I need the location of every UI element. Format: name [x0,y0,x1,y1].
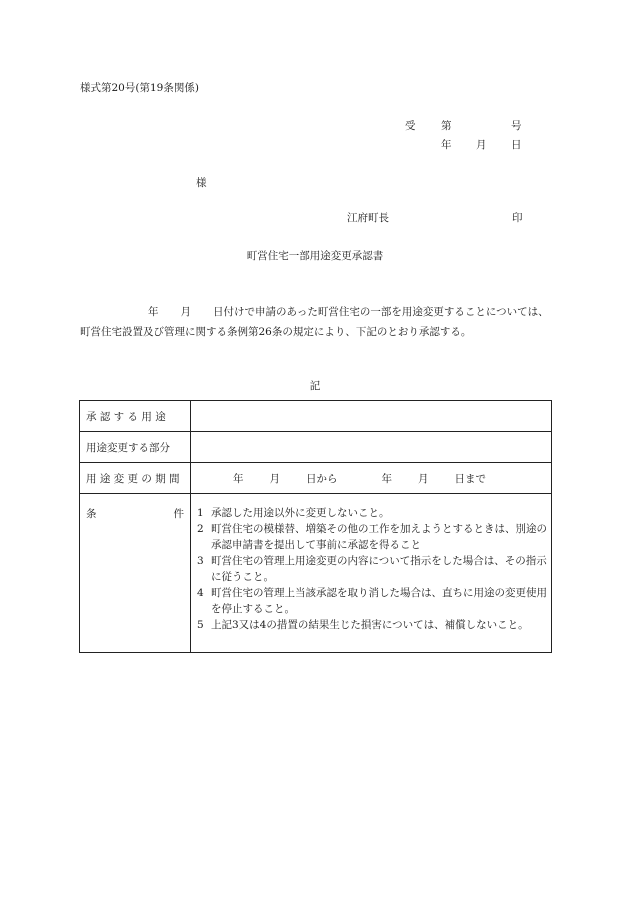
condition-text: 上記3又は4の措置の結果生じた損害については、補償しないこと。 [211,619,529,631]
list-item [197,505,547,521]
body-text: 日付けで申請のあった町営住宅の一部を用途変更することについては、町営住宅設置及び管理に関する条例第26条の規定により、下記のとおり承認する。 [80,306,549,338]
table-row [80,432,552,463]
period-label-cell [80,463,191,494]
period-to-day: 日まで [454,472,486,485]
condition-text: 町営住宅の管理上当該承認を取り消した場合は、直ちに用途の変更使用を停止すること。 [211,587,547,615]
conditions-label-cell [80,494,191,653]
conditions-label-left: 条 [86,508,97,520]
condition-text: 承認した用途以外に変更しないこと。 [211,507,390,519]
table-row [80,463,552,494]
date-day: 日 [511,139,522,151]
approval-table [79,400,552,653]
body-year: 年 [148,306,159,318]
receipt-dai: 第 [441,120,452,132]
addressee: 様 [196,177,207,189]
conditions-list [191,494,552,653]
list-item [197,521,547,553]
condition-number: 5 [197,619,204,631]
period-from-month: 月 [269,472,280,485]
seal-mark: 印 [512,212,523,224]
list-item [197,617,547,633]
body-month: 月 [180,306,191,318]
ki-heading: 記 [309,380,321,392]
receipt-juu: 受 [405,120,416,132]
changed-part-label: 用途変更する部分 [86,441,170,454]
conditions-label-right: 件 [173,508,184,520]
changed-part-value [191,432,552,463]
period-to-month: 月 [418,472,429,485]
form-number: 様式第20号(第19条関係) [80,82,199,94]
table-row [80,401,552,432]
period-value [191,463,552,494]
list-item [197,585,547,617]
document-title: 町営住宅一部用途変更承認書 [246,250,384,262]
conditions-label [80,506,190,521]
condition-text: 町営住宅の模様替、増築その他の工作を加えようとするときは、別途の承認申請書を提出して事前に承認を得ること [211,523,547,551]
period-from-day: 日から [306,472,338,485]
date-year: 年 [441,139,452,151]
date-month: 月 [476,139,487,151]
condition-number: 3 [197,555,204,567]
issuer-name: 江府町長 [347,212,389,224]
condition-text: 町営住宅の管理上用途変更の内容について指示をした場合は、その指示に従うこと。 [211,555,547,583]
condition-number: 4 [197,587,204,599]
period-to-year: 年 [381,472,392,485]
period-label: 用 途 変 更 の 期 間 [86,472,180,485]
list-item [197,553,547,585]
condition-number: 1 [197,507,204,519]
approved-use-label-cell [80,401,191,432]
approved-use-label: 承 認 す る 用 途 [86,410,166,423]
body-paragraph [80,302,550,342]
period-from-year: 年 [233,472,244,485]
approved-use-value [191,401,552,432]
table-row [80,494,552,653]
receipt-gou: 号 [511,120,522,132]
condition-number: 2 [197,523,204,535]
changed-part-label-cell [80,432,191,463]
